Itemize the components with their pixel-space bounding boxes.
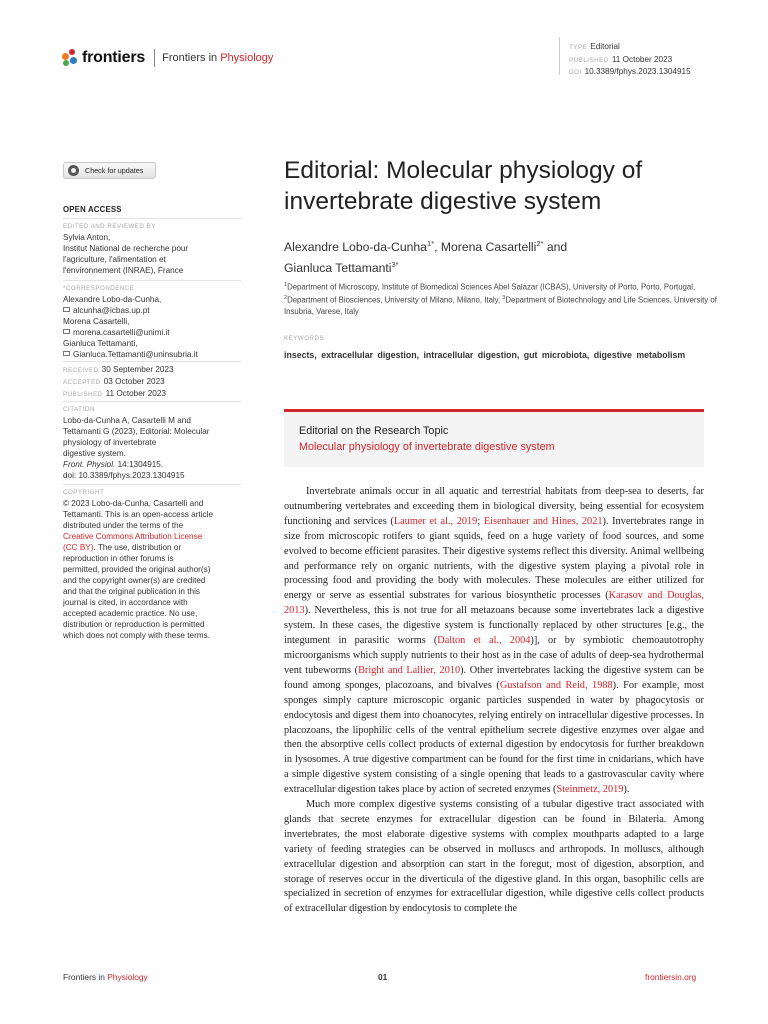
email-icon (63, 329, 70, 334)
published-date: 11 October 2023 (611, 54, 673, 64)
editor-name: Sylvia Anton, (63, 233, 111, 242)
frontiers-logo-icon (62, 49, 78, 67)
check-updates-icon (68, 165, 79, 176)
copyright-section: COPYRIGHT © 2023 Lobo-da-Cunha, Casartelli and Tettamanti. This is an open-access article distributed under the terms of the Creative Commons Attribution License (CC BY). The use, distribution or reproduction in other forums is permitted, provided the original author(s) and the copyright owner(s) are credited and that the original publication in this journal is cited, in accordance with accepted academic practice. No use, distribution or reproduction is permitted which does not comply with these terms. (63, 489, 214, 640)
divider (63, 280, 241, 281)
email-icon (63, 307, 70, 312)
research-topic-box (284, 409, 704, 467)
correspondence-section: *CORRESPONDENCE Alexandre Lobo-da-Cunha, alcunha@icbas.up.pt Morena Casartelli, morena.casartelli@unimi.it Gianluca Tettamanti, Gianluca.Tettamanti@uninsubria.it (63, 285, 198, 359)
author-name[interactable]: Alexandre Lobo-da-Cunha (284, 240, 427, 255)
article-meta: TYPE Editorial PUBLISHED 11 October 2023 DOI 10.3389/fphys.2023.1304915 (569, 42, 691, 76)
citation-link[interactable]: Eisenhauer and Hines, 2021 (483, 515, 603, 527)
journal-name: Frontiers in Physiology (162, 52, 274, 64)
research-topic-link[interactable]: Molecular physiology of invertebrate digestive system (299, 441, 555, 453)
author-list: Alexandre Lobo-da-Cunha$^{1*}$, Morena Casartelli$^{2*}$ and Gianluca Tettamanti$^{3*}$ (284, 239, 568, 276)
open-access-label: OPEN ACCESS (63, 205, 122, 214)
citation-link[interactable]: Gustafson and Reid, 1988 (499, 679, 613, 691)
paragraph: Invertebrate animals occur in all aquatic and terrestrial habitats from deep-sea to deserts, far outnumbering vertebrates and exceeding them in biological diversity, being essential for ecosystem functioning and services (Laumer et al., 2019; Eisenhauer and Hines, 2021). Invertebrates range in size from microscopic rotifers to giant squids, feed on a huge variety of food sources, and some evolved to become efficient parasites. Their digestive systems reflect this diversity. Animal wellbeing and performance rely on organic nutrients, with the digestive system playing a pivotal role in processing food and providing the body with molecules. These molecules are either utilized for energy or serve as essential substrates for various biosynthetic processes (Karasov and Douglas, 2013). Nevertheless, this is not true for all metazoans because some invertebrates lack a digestive system. In these cases, the digestive system is functionally replaced by other structures [e.g., the integument in parasitic worms (Dalton et al., 2004)], or by symbiotic chemoautotrophy microorganisms which supply nutrients to their host as in the case of adults of deep-sea hydrothermal vent tubeworms (Bright and Lallier, 2010). Other invertebrates lacking the digestive system can be found among sponges, placozoans, and bivalves (Gustafson and Reid, 1988). For example, most sponges simply capture microscopic organic particles suspended in water by phagocytosis or endocytosis and digest them into choanocytes, relying entirely on intracellular digestive processes. In placozoans, the lipophilic cells of the ventral epithelium secrete digestive enzymes over algae and then the absorptive cells collect products of external digestion by endocytosis for further breakdown in lysosomes. A true digestive compartment can be found for the first time in cnidarians, which have a simple digestive system consisting of a single opening that leads to a gastrovascular cavity where extracellular digestion takes place by action of secreted enzymes (Steinmetz, 2019). (284, 486, 705, 796)
edited-by-section: EDITED AND REVIEWED BY Sylvia Anton, Institut National de recherche pour l'agriculture, l'alimentation et l'environnement (INRAE), France (63, 222, 243, 276)
meta-divider (559, 37, 560, 75)
license-link[interactable]: Creative Commons Attribution License (63, 532, 203, 541)
email-icon (63, 351, 70, 356)
citation-link[interactable]: Steinmetz, 2019 (556, 784, 624, 796)
citation-link[interactable]: Dalton et al., 2004 (437, 635, 531, 647)
email-link[interactable]: Gianluca.Tettamanti@uninsubria.it (73, 350, 198, 359)
divider (63, 218, 241, 219)
dates-section: RECEIVED 30 September 2023 ACCEPTED 03 October 2023 PUBLISHED 11 October 2023 (63, 365, 174, 398)
divider (63, 361, 241, 362)
citation-link[interactable]: Karasov and Douglas, 2013 (284, 590, 704, 617)
article-type: Editorial (590, 42, 620, 51)
citation-section: CITATION Lobo-da-Cunha A, Casartelli M and Tettamanti G (2023), Editorial: Molecular physiology of invertebrate digestive system. Front. Physiol. 14:1304915. doi: 10.3389/fphys.2023.1304915 (63, 406, 210, 480)
author-name[interactable]: , Morena Casartelli (434, 240, 537, 255)
doi[interactable]: 10.3389/fphys.2023.1304915 (584, 67, 691, 76)
article-title: Editorial: Molecular physiology of invertebrate digestive system (284, 157, 643, 215)
affiliations: $^1$Department of Microscopy, Institute of Biomedical Sciences Abel Salazar (ICBAS), University of Porto, Porto, Portugal, $^2$Department of Biosciences, University of Milano, Milano, Italy, $^3$Department of Biotechnology and Life Sciences, University of Insubria, Varese, Italy (284, 282, 717, 316)
brand-name: frontiers (82, 49, 146, 66)
citation-link[interactable]: Laumer et al., 2019 (393, 515, 478, 527)
frontiers-logo[interactable] (62, 46, 273, 70)
email-link[interactable]: alcunha@icbas.up.pt (73, 306, 150, 315)
author-name[interactable]: Gianluca Tettamanti (284, 261, 392, 276)
license-link-short[interactable]: (CC BY) (63, 543, 94, 552)
email-link[interactable]: morena.casartelli@unimi.it (73, 328, 170, 337)
page-number: 01 (378, 972, 388, 982)
citation-link[interactable]: Bright and Lallier, 2010 (358, 664, 461, 676)
footer-site-link[interactable]: frontiersin.org (645, 972, 697, 982)
paragraph: Much more complex digestive systems consisting of a tubular digestive tract associated with glands that secrete enzymes for extracellular digestion can be found in Bilateria. Among invertebrates, the most elaborate digestive systems with complex mouthparts adapted to a large variety of feeding strategies can be observed in molluscs and arthropods. In molluscs, although extracellular digestion and absorption can start in the foregut, most of digestion, absorption, and storage of reserves occur in the diverticula of the digestive gland. In this organ, basophilic cells are specialized in secretion of enzymes for extracellular digestion, while digestive cells collect products of extracellular digestion by endocytosis to complete the (284, 799, 704, 915)
research-topic-heading: Editorial on the Research Topic (299, 425, 449, 437)
footer-journal: Frontiers in Physiology (63, 972, 148, 982)
divider (63, 401, 241, 402)
keywords-label: KEYWORDS (284, 335, 325, 342)
article-body (284, 485, 704, 917)
logo-divider (154, 49, 155, 67)
check-for-updates-button[interactable]: Check for updates (63, 162, 156, 179)
divider (63, 484, 241, 485)
keywords: insects, extracellular digestion, intracellular digestion, gut microbiota, digestive metabolism (284, 350, 686, 360)
